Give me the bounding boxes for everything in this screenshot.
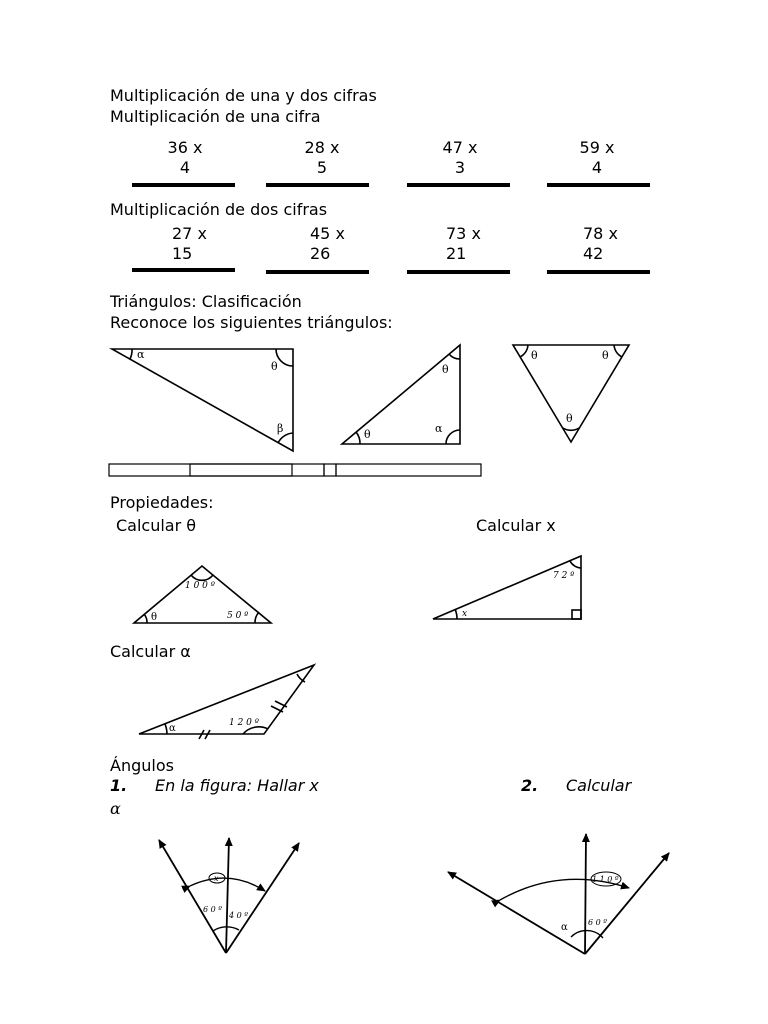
problem-1-top: 36 x (167, 138, 203, 157)
problem-8-top: 78 x (583, 224, 618, 243)
calc-theta-label: Calcular θ (116, 516, 197, 535)
t2-angle-c: α (435, 422, 443, 435)
problem-1-text: En la figura: Hallar x (155, 776, 319, 795)
fig2-top-angle: 1 1 0 º (592, 875, 619, 884)
calc-x-top-angle: 7 2 º (553, 571, 575, 581)
fig1-angle-b: 4 0 º (229, 911, 249, 920)
problem-3-top: 47 x (442, 138, 478, 157)
fig1-x-label: x (214, 874, 219, 883)
section1-heading: Multiplicación de una cifra (110, 107, 321, 126)
calc-theta-left-angle: θ (151, 612, 158, 623)
angles-heading: Ángulos (110, 756, 174, 775)
problem-6-bottom: 26 (310, 244, 331, 263)
problem-4-bottom: 4 (591, 158, 603, 177)
problem-2-number: 2. (521, 776, 539, 795)
calc-alpha-left-angle: α (169, 723, 176, 734)
fig1-angle-a: 6 0 º (203, 905, 223, 914)
problem-5-top: 27 x (172, 224, 207, 243)
calc-alpha-angle: 1 2 0 º (229, 718, 259, 728)
problem-7-bottom: 21 (446, 244, 467, 263)
problem-2-top: 28 x (304, 138, 340, 157)
angle-figure-2 (448, 834, 669, 954)
t1-angle-b: θ (271, 360, 278, 373)
triangles-instruction: Reconoce los siguientes triángulos: (110, 313, 393, 332)
properties-heading: Propiedades: (110, 493, 214, 512)
angle-figure-1 (159, 838, 299, 953)
triangle-1 (112, 349, 293, 451)
calc-x-left-angle: x (462, 609, 468, 619)
problem-7-top: 73 x (446, 224, 481, 243)
t3-angle-a: θ (531, 349, 538, 362)
page-title: Multiplicación de una y dos cifras (110, 86, 377, 105)
problem-1-number: 1. (110, 776, 128, 795)
calc-x-label: Calcular x (476, 516, 556, 535)
problem-2-text: Calcular (566, 776, 632, 795)
section2-heading: Multiplicación de dos cifras (110, 200, 328, 219)
calc-theta-top-angle: 1 0 0 º (185, 581, 215, 591)
t2-angle-a: θ (364, 428, 371, 441)
problem-2-symbol: α (110, 799, 121, 818)
t3-angle-b: θ (602, 349, 609, 362)
calc-alpha-label: Calcular α (110, 642, 191, 661)
triangle-calc-alpha (139, 665, 314, 739)
problem-4-top: 59 x (579, 138, 615, 157)
fig2-angle-a: α (561, 922, 568, 933)
t1-angle-c: β (277, 422, 284, 435)
problem-1-bottom: 4 (179, 158, 191, 177)
t1-angle-a: α (137, 348, 145, 361)
problem-5-bottom: 15 (172, 244, 193, 263)
problem-2-bottom: 5 (316, 158, 328, 177)
answer-boxes (109, 464, 481, 476)
t3-angle-c: θ (566, 412, 573, 425)
problem-6-top: 45 x (310, 224, 345, 243)
fig2-angle-b: 6 0 º (588, 918, 608, 927)
triangles-heading: Triángulos: Clasificación (110, 292, 302, 311)
calc-theta-right-angle: 5 0 º (227, 611, 249, 621)
problem-3-bottom: 3 (454, 158, 466, 177)
t2-angle-b: θ (442, 363, 449, 376)
problem-8-bottom: 42 (583, 244, 604, 263)
triangle-calc-x (433, 556, 581, 619)
